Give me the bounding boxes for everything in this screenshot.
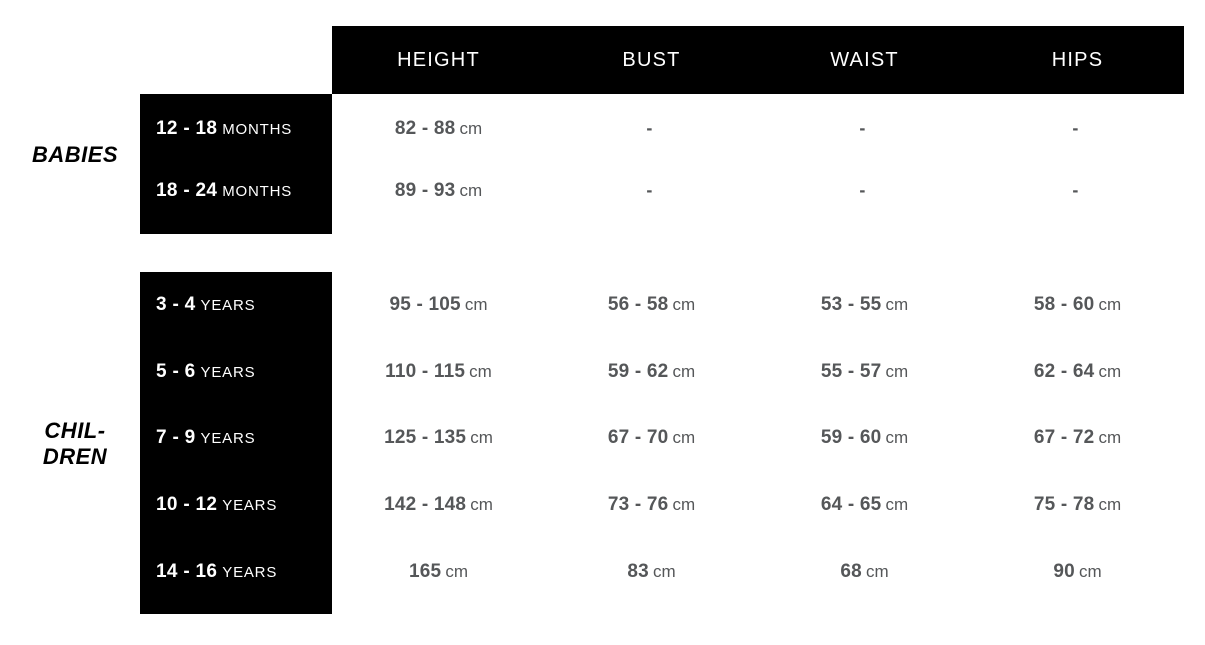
cell-hips: 75 - 78 cm: [1033, 494, 1122, 515]
cell-hips: -: [1072, 180, 1079, 200]
cell-bust: -: [646, 118, 653, 138]
cell-waist: 64 - 65 cm: [820, 494, 909, 515]
size-label: [140, 427, 332, 449]
measure-cells: [332, 427, 1184, 449]
size-label: [140, 494, 332, 516]
cell-bust: -: [646, 180, 653, 200]
size-label: [140, 294, 332, 316]
cell-bust: 56 - 58 cm: [607, 294, 696, 315]
column-header-height: HEIGHT: [397, 48, 480, 71]
table-row: [140, 421, 1184, 455]
size-range: 18 - 24: [156, 180, 218, 201]
group-label-children: [10, 418, 140, 470]
table-row: [140, 174, 1184, 208]
cell-waist: 68 cm: [840, 561, 889, 582]
size-range: 7 - 9: [156, 427, 196, 448]
cell-hips: 58 - 60 cm: [1033, 294, 1122, 315]
size-unit: YEARS: [222, 564, 278, 581]
cell-bust: 59 - 62 cm: [607, 361, 696, 382]
size-label: [140, 561, 332, 583]
cell-waist: -: [859, 118, 866, 138]
size-range: 5 - 6: [156, 361, 196, 382]
measure-cells: [332, 294, 1184, 316]
size-label: [140, 180, 332, 202]
column-header-bust: BUST: [622, 48, 681, 71]
size-unit: YEARS: [222, 497, 278, 514]
size-range: 12 - 18: [156, 118, 218, 139]
size-unit: YEARS: [200, 364, 256, 381]
size-range: 10 - 12: [156, 494, 218, 515]
cell-height: 110 - 115 cm: [385, 361, 492, 382]
measure-cells: [332, 361, 1184, 383]
cell-waist: 59 - 60 cm: [820, 427, 909, 448]
group-label-children-line1: CHIL-: [44, 418, 106, 443]
cell-height: 82 - 88 cm: [394, 118, 483, 139]
table-row: [140, 112, 1184, 146]
cell-height: 142 - 148 cm: [384, 494, 493, 515]
cell-hips: 67 - 72 cm: [1033, 427, 1122, 448]
cell-height: 89 - 93 cm: [394, 180, 483, 201]
cell-hips: 62 - 64 cm: [1033, 361, 1122, 382]
cell-hips: 90 cm: [1053, 561, 1102, 582]
measure-cells: [332, 561, 1184, 583]
cell-hips: -: [1072, 118, 1079, 138]
group-label-children-line2: DREN: [42, 443, 108, 469]
cell-waist: 53 - 55 cm: [820, 294, 909, 315]
cell-bust: 67 - 70 cm: [607, 427, 696, 448]
table-header-row: [332, 26, 1184, 94]
column-header-waist: WAIST: [830, 48, 899, 71]
cell-bust: 83 cm: [627, 561, 676, 582]
table-row: [140, 288, 1184, 322]
cell-waist: 55 - 57 cm: [820, 361, 909, 382]
table-row: [140, 488, 1184, 522]
table-row: [140, 355, 1184, 389]
table-row: [140, 555, 1184, 589]
size-label: [140, 118, 332, 140]
size-label: [140, 361, 332, 383]
measure-cells: [332, 118, 1184, 140]
cell-height: 95 - 105 cm: [389, 294, 488, 315]
measure-cells: [332, 180, 1184, 202]
size-unit: MONTHS: [222, 183, 293, 200]
measure-cells: [332, 494, 1184, 516]
cell-height: 125 - 135 cm: [384, 427, 493, 448]
cell-bust: 73 - 76 cm: [607, 494, 696, 515]
cell-height: 165 cm: [409, 561, 468, 582]
group-label-babies: BABIES: [31, 142, 119, 167]
size-unit: YEARS: [200, 297, 256, 314]
size-range: 3 - 4: [156, 294, 196, 315]
size-range: 14 - 16: [156, 561, 218, 582]
size-unit: MONTHS: [222, 121, 293, 138]
column-header-hips: HIPS: [1051, 48, 1104, 71]
size-unit: YEARS: [200, 430, 256, 447]
cell-waist: -: [859, 180, 866, 200]
